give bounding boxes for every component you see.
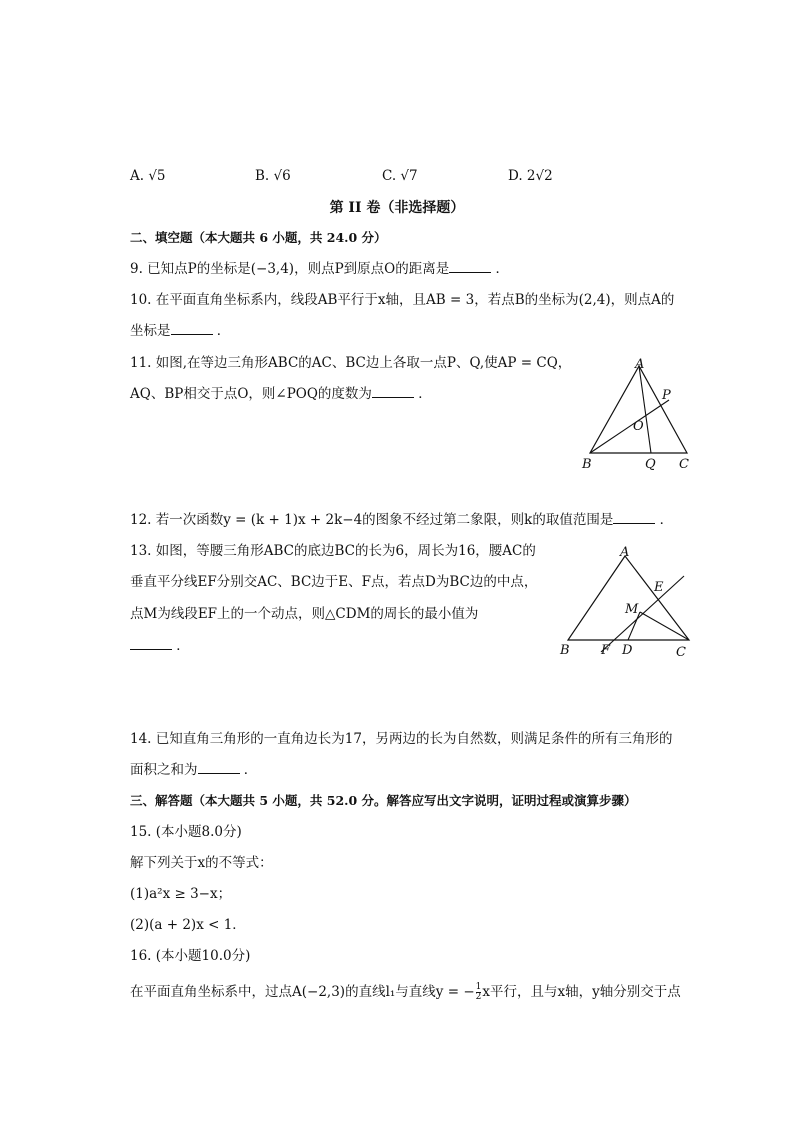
question-14-line-1: 14. 已知直角三角形的一直角边长为17，另两边的长为自然数，则满足条件的所有三角形的 [130,731,673,747]
question-12: 12. 若一次函数y = (k + 1)x + 2k−4的图象不经过第二象限，则k的取值范围是 ． [130,512,674,528]
question-9: 9. 已知点P的坐标是(−3,4)，则点P到原点O的距离是 ． [130,261,510,277]
question-15-stem: 解下列关于x的不等式： [130,855,273,871]
fraction-numerator: 1 [475,982,482,992]
figure-isosceles-triangle [555,542,705,662]
fig1-label-p: P [662,388,671,403]
question-14-line-2: 面积之和为 ． [130,762,258,778]
option-a: A. √5 [130,168,166,184]
fig1-label-o: O [633,419,644,434]
answer-blank [171,321,213,335]
option-c: C. √7 [382,168,418,184]
question-16-heading: 16. (本小题10.0分) [130,948,251,964]
answer-blank [130,636,172,650]
question-10-line-1: 10. 在平面直角坐标系内，线段AB平行于x轴，且AB = 3，若点B的坐标为(2,4)，则点A的 [130,292,675,308]
question-11-line-1: 11. 如图,在等边三角形ABC的AC、BC边上各取一点P、Q,使AP = CQ， [130,355,572,371]
fig2-label-b: B [560,643,570,658]
answer-blank [449,259,491,273]
answer-blank [613,510,655,524]
fig2-label-e: E [654,580,664,595]
fraction [476,983,482,1002]
fig2-label-f: F [601,643,611,658]
question-13-line-4: ． [130,636,190,656]
question-9-text: 9. 已知点P的坐标是(−3,4)，则点P到原点O的距离是 [130,261,450,277]
question-14-text: 面积之和为 [130,762,198,778]
question-12-text: 12. 若一次函数y = (k + 1)x + 2k−4的图象不经过第二象限，则k的取值范围是 [130,512,614,528]
fig2-label-d: D [622,643,633,658]
question-15-part-1: (1)a²x ≥ 3−x； [130,886,232,902]
question-16-stem [130,982,681,1002]
question-15-part-2: (2)(a + 2)x < 1． [130,917,246,933]
question-13-line-2: 垂直平分线EF分别交AC、BC边于E、F点，若点D为BC边的中点， [130,574,538,590]
fig1-label-a: A [635,357,645,372]
question-15-heading: 15. (本小题8.0分) [130,824,242,840]
question-16-text-a: 在平面直角坐标系中，过点A(−2,3)的直线l₁与直线y = − [130,984,475,1000]
fig2-label-m: M [625,602,639,617]
fig1-label-b: B [582,457,592,472]
option-d: D. 2√2 [508,168,553,184]
answer-blank [372,384,414,398]
option-b: B. √6 [255,168,291,184]
question-16-text-b: x平行，且与x轴，y轴分别交于点 [482,984,681,1000]
fraction-denominator: 2 [475,992,482,1002]
fig2-label-c: C [676,645,686,660]
question-11-line-2: AQ、BP相交于点O，则∠POQ的度数为 ． [130,386,432,402]
question-10-line-2: 坐标是 ． [130,323,231,339]
question-13-line-3: 点M为线段EF上的一个动点，则△CDM的周长的最小值为 [130,606,479,622]
fig1-label-q: Q [645,457,656,472]
figure-equilateral-triangle [575,352,705,476]
part-title: 第 II 卷（非选择题） [329,200,465,216]
question-11-text: AQ、BP相交于点O，则∠POQ的度数为 [130,386,372,402]
section-solution-heading: 三、解答题（本大题共 5 小题，共 52.0 分。解答应写出文字说明，证明过程或演算步骤） [130,793,637,808]
question-13-line-1: 13. 如图，等腰三角形ABC的底边BC的长为6，周长为16，腰AC的 [130,543,536,559]
question-10-text: 坐标是 [130,323,171,339]
fig1-label-c: C [679,457,689,472]
fig2-label-a: A [620,545,630,560]
answer-blank [198,760,240,774]
section-fill-in-heading: 二、填空题（本大题共 6 小题，共 24.0 分） [130,230,387,245]
